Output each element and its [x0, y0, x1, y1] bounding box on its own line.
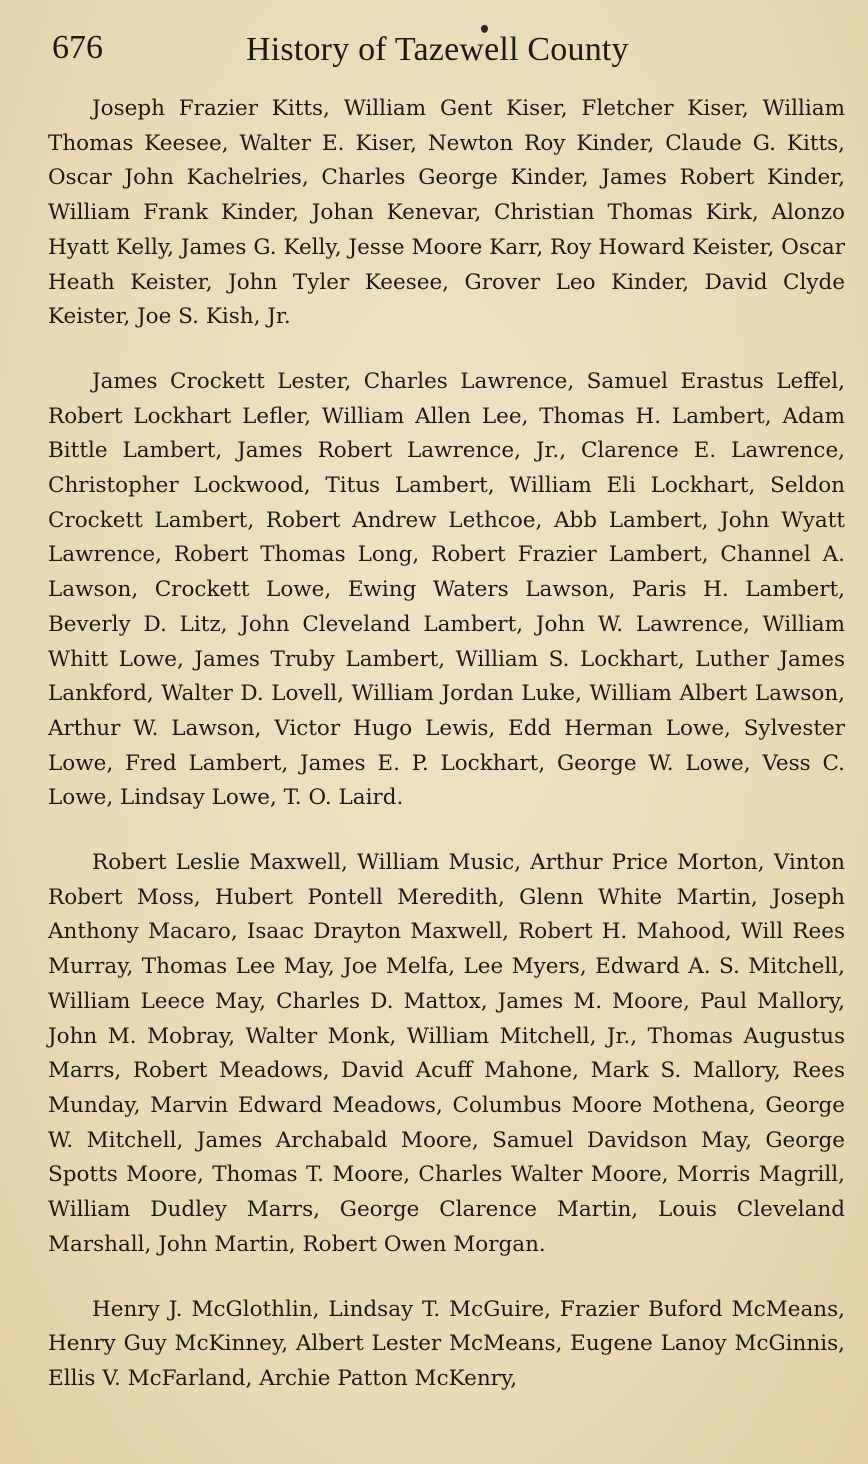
paragraph-k-names: Joseph Frazier Kitts, William Gent Kiser, Fletcher Kiser, William Thomas Keesee, Walter E. Kiser, Newton Roy Kinder, Claude G. Kitts, Oscar John Kachelries, Charles George Kinder, James Robert Kinder, William Frank Kinder, Johan Kenevar, Christian Thomas Kirk, Alonzo Hyatt Kelly, James G. Kelly, Jesse Moore Karr, Roy Howard Keister, Oscar Heath Keister, John Tyler Keesee, Grover Leo Kinder, David Clyde Keister, Joe S. Kish, Jr.	[48, 96, 845, 330]
page-header	[0, 20, 868, 80]
running-head-title: History of Tazewell County	[246, 31, 629, 68]
paragraph-m-names: Robert Leslie Maxwell, William Music, Arthur Price Morton, Vinton Robert Moss, Hubert Pontell Meredith, Glenn White Martin, Joseph Anthony Macaro, Isaac Drayton Maxwell, Robert H. Mahood, Will Rees Murray, Thomas Lee May, Joe Melfa, Lee Myers, Edward A. S. Mitchell, William Leece May, Charles D. Mattox, James M. Moore, Paul Mallory, John M. Mobray, Walter Monk, William Mitchell, Jr., Thomas Augustus Marrs, Robert Meadows, David Acuff Mahone, Mark S. Mallory, Rees Munday, Marvin Edward Meadows, Columbus Moore Mothena, George W. Mitchell, James Archabald Moore, Samuel Davidson May, George Spotts Moore, Thomas T. Moore, Charles Walter Moore, Morris Magrill, William Dudley Marrs, George Clarence Martin, Louis Cleveland Marshall, John Martin, Robert Owen Morgan.	[48, 850, 845, 1257]
page-number: 676	[52, 29, 103, 66]
paragraph-mc-names: Henry J. McGlothlin, Lindsay T. McGuire, Frazier Buford McMeans, Henry Guy McKinney, Albert Lester McMeans, Eugene Lanoy McGinnis, Ellis V. McFarland, Archie Patton McKenry,	[48, 1296, 845, 1391]
paragraph-l-names: James Crockett Lester, Charles Lawrence, Samuel Erastus Leffel, Robert Lockhart Lefler, William Allen Lee, Thomas H. Lambert, Adam Bittle Lambert, James Robert Lawrence, Jr., Clarence E. Lawrence, Christopher Lockwood, Titus Lambert, William Eli Lockhart, Seldon Crockett Lambert, Robert Andrew Lethcoe, Abb Lambert, John Wyatt Lawrence, Robert Thomas Long, Robert Frazier Lambert, Channel A. Lawson, Crockett Lowe, Ewing Waters Lawson, Paris H. Lambert, Beverly D. Litz, John Cleveland Lambert, John W. Lawrence, William Whitt Lowe, James Truby Lambert, William S. Lockhart, Luther James Lankford, Walter D. Lovell, William Jordan Luke, William Albert Lawson, Arthur W. Lawson, Victor Hugo Lewis, Edd Herman Lowe, Sylvester Lowe, Fred Lambert, James E. P. Lockhart, George W. Lowe, Vess C. Lowe, Lindsay Lowe, T. O. Laird.	[48, 368, 845, 811]
body-text	[48, 92, 845, 1427]
